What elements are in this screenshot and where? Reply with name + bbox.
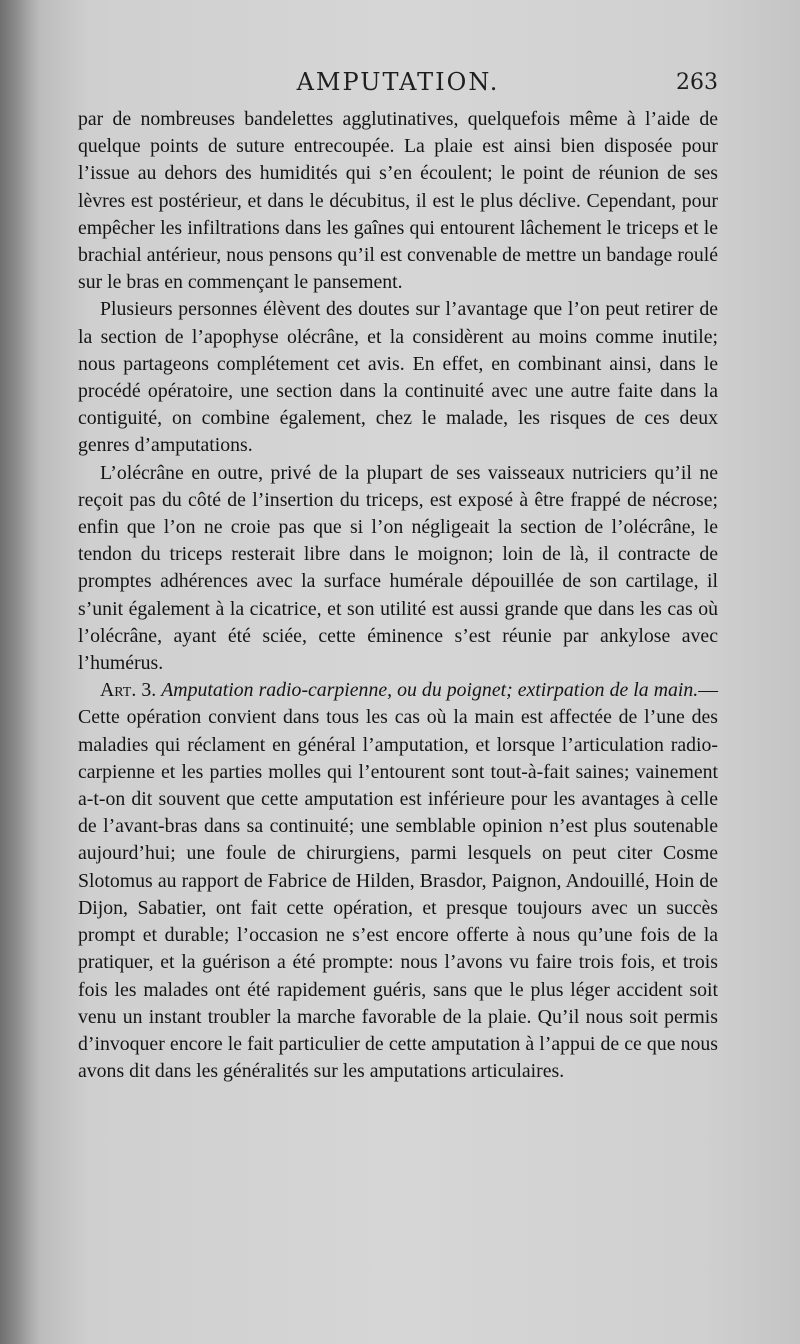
article-text: —Cette opération convient dans tous les cas où la main est affectée de l’une des maladies qui réclament en général l’amputation, et lorsque l’articulation radio-carpienne et les parties molles qui l’entourent sont tout-à-fait saines; vainement a-t-on dit souvent que cette amputation est inférieure pour les avantages à celle de l’avant-bras dans sa continuité; une semblable opinion n’est plus soutenable aujourd’hui; une foule de chirurgiens, parmi lesquels on peut citer Cosme Slotomus au rapport de Fabrice de Hilden, Brasdor, Paignon, Andouillé, Hoin de Dijon, Sabatier, ont fait cette opération, et presque toujours avec un succès prompt et durable; l’occasion ne s’est encore offerte à nous qu’une fois de la pratiquer, et la guérison a été prompte: nous l’avons vu faire trois fois, et trois fois les malades ont été rapidement guéris, sans que le plus léger accident soit venu un instant troubler la marche favorable de la plaie. Qu’il nous soit permis d’invoquer encore le fait particulier de cette amputation à l’appui de ce que nous avons dit dans les généralités sur les amputations articulaires. <box>78 679 719 1083</box>
page-header <box>78 64 718 100</box>
body-text <box>78 106 718 1085</box>
article-title: Amputation radio-carpienne, ou du poignet; extirpation de la main. <box>161 679 699 702</box>
article-label: Art. 3. <box>100 679 157 702</box>
running-title: AMPUTATION. <box>296 68 500 96</box>
paragraph-2: Plusieurs personnes élèvent des doutes sur l’avantage que l’on peut retirer de la section de l’apophyse olécrâne, et la considèrent au moins comme inutile; nous partageons complétement cet avis. En effet, en combinant ainsi, dans le procédé opératoire, une section dans la continuité avec une autre faite dans la contiguité, on combine également, chez le malade, les risques de ces deux genres d’amputations. <box>78 298 718 457</box>
paragraph-4 <box>78 677 718 1085</box>
spine-shadow <box>0 0 40 1344</box>
page-number: 263 <box>676 70 718 95</box>
paragraph-1: par de nombreuses bandelettes agglutinatives, quelquefois même à l’aide de quelque points de suture entrecoupée. La plaie est ainsi bien disposée pour l’issue au dehors des humidités qui s’en écoulent; le point de réunion de ses lèvres est postérieur, et dans le décubitus, il est le plus déclive. Cependant, pour empêcher les infiltrations dans les gaînes qui entourent lâchement le triceps et le brachial antérieur, nous pensons qu’il est convenable de mettre un bandage roulé sur le bras en commençant le pansement. <box>78 108 718 294</box>
paragraph-3: L’olécrâne en outre, privé de la plupart de ses vaisseaux nutriciers qu’il ne reçoit pas du côté de l’insertion du triceps, est exposé à être frappé de nécrose; enfin que l’on ne croie pas que si l’on négligeait la section de l’olécrâne, le tendon du triceps resterait libre dans le moignon; loin de là, il contracte de promptes adhérences avec la surface humérale dépouillée de son cartilage, il s’unit également à la cicatrice, et son utilité est aussi grande que dans les cas où l’olécrâne, ayant été sciée, cette éminence s’est réunie par ankylose avec l’humérus. <box>78 461 718 675</box>
